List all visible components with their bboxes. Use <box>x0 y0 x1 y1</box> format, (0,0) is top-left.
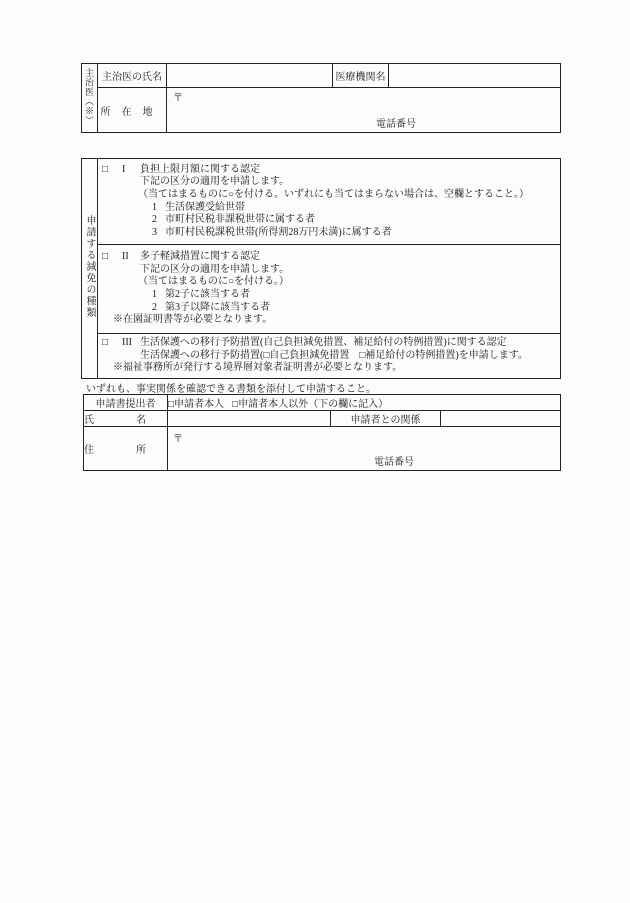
section-1-item-1-text: 生活保護受給世帯 <box>165 201 245 213</box>
section-2-item-2-text: 第3子以降に該当する者 <box>165 301 270 313</box>
section-2-item-2 <box>98 302 560 315</box>
section-1-item-3-num: 3 <box>152 226 157 238</box>
section-1-item-1-num: 1 <box>152 201 157 213</box>
submitter-address-label: 住所 <box>84 427 168 471</box>
section-2-item-1 <box>98 289 560 302</box>
physician-row-name <box>82 64 561 88</box>
submitter-name-field[interactable] <box>168 411 331 427</box>
section-1-title: 負担上限月額に関する認定 <box>140 163 260 175</box>
section-3-numeral: III <box>122 337 132 349</box>
section-3-header <box>98 337 560 350</box>
submitter-phone-label: 電話番号 <box>374 457 414 468</box>
physician-address-field[interactable] <box>167 88 561 133</box>
option-other <box>232 399 388 410</box>
submitter-row-name <box>84 411 561 427</box>
section-3-line1: 生活保護への移行予防措置(□自己負担減免措置 □補足給付の特例措置)を申請します。 <box>140 349 528 361</box>
physician-side-label: 主治医（※） <box>84 68 94 125</box>
exemption-section-1-row <box>82 159 561 245</box>
section-1-line1: 下記の区分の適用を申請します。 <box>140 176 290 188</box>
exemption-side-label: 申請する減免の種類 <box>84 215 95 319</box>
exemption-section-3 <box>98 334 561 379</box>
section-1-item-3-text: 市町村民税課税世帯(所得割28万円未満)に属する者 <box>165 226 392 238</box>
section-1-checkbox[interactable]: □ <box>102 163 109 175</box>
section-2-line2: （当てはまるものに○を付ける。） <box>138 276 290 288</box>
section-2-header <box>98 251 560 264</box>
section-1-item-1 <box>98 202 560 215</box>
exemption-section-3-row <box>82 334 561 379</box>
section-1-item-2 <box>98 214 560 227</box>
submitter-row-type <box>84 395 561 411</box>
institution-name-field[interactable] <box>389 64 561 88</box>
section-3-note: ※福祉事務所が発行する境界層対象者証明書が必要となります。 <box>113 362 403 374</box>
exemption-section-1 <box>98 159 561 245</box>
submitter-address-field[interactable] <box>168 427 561 471</box>
section-1-item-2-num: 2 <box>152 214 157 226</box>
section-3-checkbox[interactable]: □ <box>102 337 109 349</box>
section-2-item-1-text: 第2子に該当する者 <box>165 289 250 300</box>
section-1-header <box>98 164 560 177</box>
physician-address-label: 所在地 <box>98 88 167 133</box>
submitter-options-cell <box>168 395 561 411</box>
section-2-checkbox[interactable]: □ <box>102 251 109 263</box>
submitter-row-address <box>84 427 561 471</box>
exemption-side-label-cell <box>82 159 98 379</box>
section-2-item-2-num: 2 <box>152 301 157 313</box>
section-1-line2: （当てはまるものに○を付ける。いずれにも当てはまらない場合は、空欄とすること。） <box>138 188 530 200</box>
institution-name-label: 医療機関名 <box>333 64 389 88</box>
section-2-note: ※在園証明書等が必要となります。 <box>113 314 273 326</box>
attachment-note: いずれも、事実関係を確認できる書類を添付して申請すること。 <box>86 384 376 395</box>
section-1-item-3 <box>98 227 560 240</box>
physician-name-field[interactable] <box>167 64 333 88</box>
postal-mark-icon: 〒 <box>173 434 183 445</box>
physician-side-label-cell <box>82 64 98 133</box>
section-2-title: 多子軽減措置に関する認定 <box>140 251 260 263</box>
physician-row-address <box>82 88 561 133</box>
exemption-types-table <box>81 158 561 379</box>
physician-name-label: 主治医の氏名 <box>98 64 167 88</box>
physician-table <box>81 63 561 133</box>
option-self <box>168 399 224 410</box>
section-2-item-1-num: 1 <box>152 289 157 300</box>
exemption-section-2 <box>98 245 561 334</box>
postal-mark-icon: 〒 <box>173 93 183 104</box>
relation-label: 申請者との関係 <box>331 411 441 427</box>
option-other-checkbox[interactable]: □ <box>232 399 239 410</box>
section-2-numeral: II <box>122 251 129 263</box>
relation-field[interactable] <box>441 411 561 427</box>
exemption-section-2-row <box>82 245 561 334</box>
section-3-title: 生活保護への移行予防措置(自己負担減免措置、補足給付の特例措置)に関する認定 <box>140 337 507 349</box>
submitter-row-label: 申請書提出者 <box>84 395 168 411</box>
option-self-label: 申請者本人 <box>174 399 225 410</box>
physician-phone-label: 電話番号 <box>376 119 416 130</box>
section-1-numeral: I <box>122 163 126 175</box>
option-self-checkbox[interactable]: □ <box>168 399 175 410</box>
option-other-label: 申請者本人以外（下の欄に記入） <box>238 399 389 410</box>
submitter-table <box>83 394 561 471</box>
section-1-item-2-text: 市町村民税非課税世帯に属する者 <box>165 214 315 226</box>
section-2-line1: 下記の区分の適用を申請します。 <box>140 263 290 275</box>
submitter-name-label: 氏名 <box>84 411 168 427</box>
